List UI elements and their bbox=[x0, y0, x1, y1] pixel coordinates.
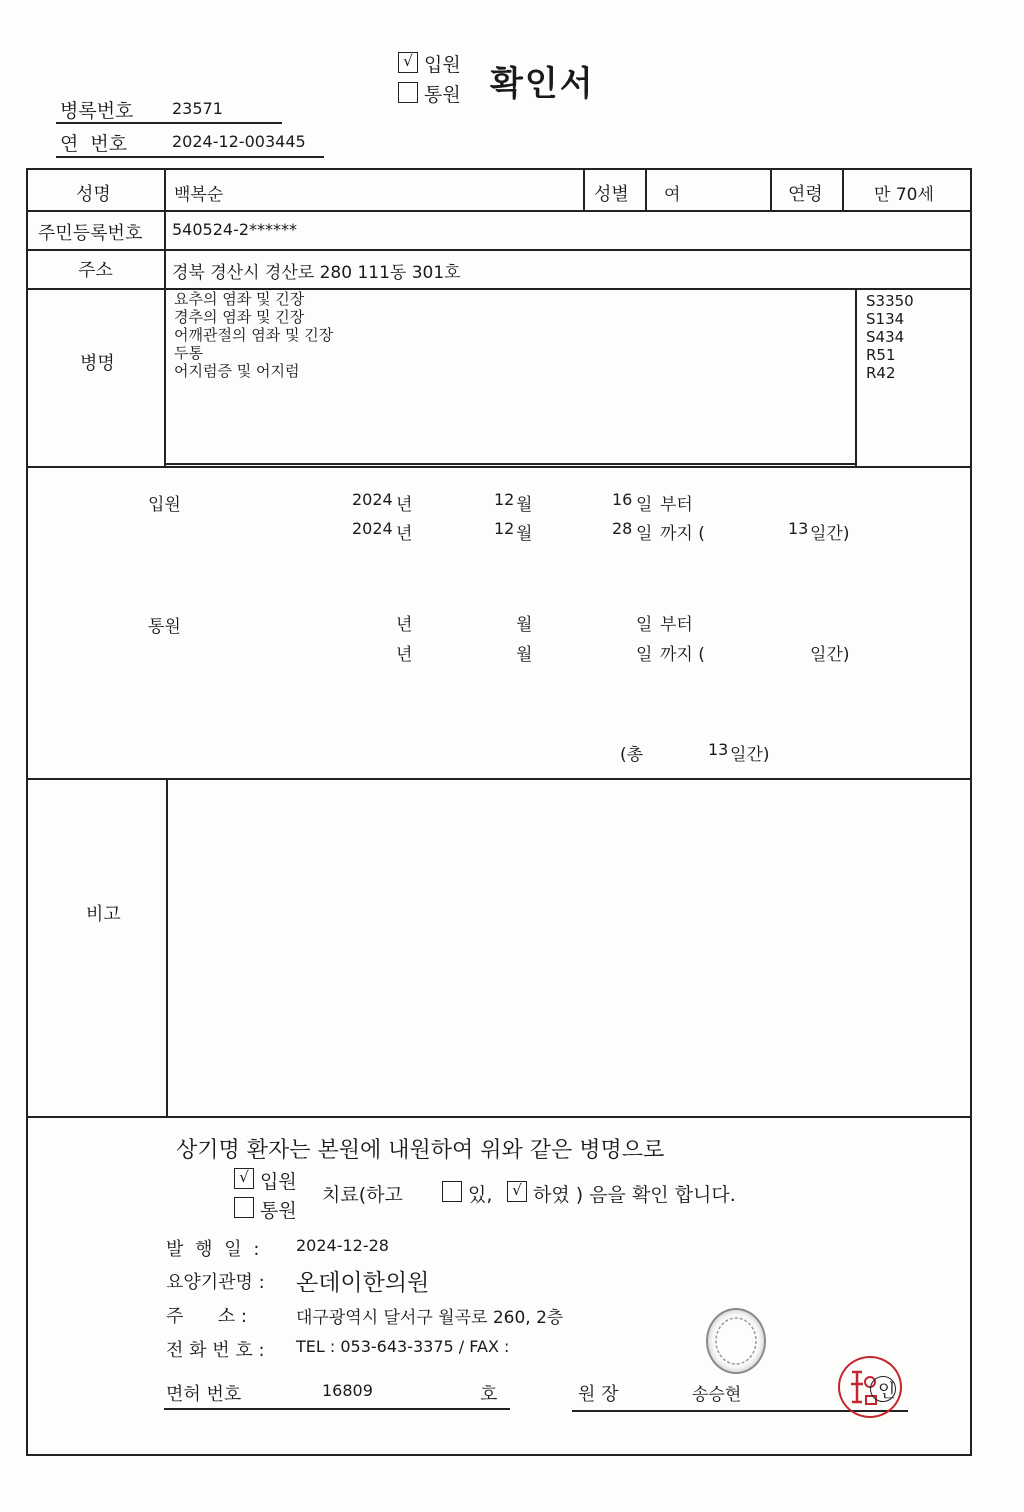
seal-mark-text: 인 bbox=[878, 1381, 896, 1402]
confirm-inpatient-checkbox: √ bbox=[234, 1168, 254, 1189]
phone-value: TEL : 053-643-3375 / FAX : bbox=[296, 1337, 510, 1356]
embossed-seal-icon bbox=[706, 1308, 766, 1374]
col-divider bbox=[164, 168, 166, 290]
license-number: 16809 bbox=[322, 1381, 373, 1400]
form-right-border bbox=[970, 168, 972, 1456]
issue-date-label: 발 행 일 : bbox=[166, 1239, 263, 1260]
license-suffix: 호 bbox=[480, 1384, 498, 1405]
director-name: 송승현 bbox=[692, 1385, 742, 1405]
address-label: 주소 bbox=[78, 260, 113, 281]
in-to-day-unit: 일 bbox=[636, 524, 653, 544]
in-to-month: 12 bbox=[494, 519, 515, 538]
confirm-inpatient-option bbox=[234, 1168, 297, 1193]
in-from-day: 16 bbox=[612, 490, 633, 509]
age-label: 연령 bbox=[788, 184, 823, 205]
diagnosis-name: 어깨관절의 염좌 및 긴장 bbox=[174, 326, 334, 344]
phone-label: 전 화 번 호 : bbox=[166, 1340, 265, 1361]
in-from-month: 12 bbox=[494, 490, 515, 509]
in-from-year: 2024 bbox=[352, 490, 393, 509]
inpatient-checkbox: √ bbox=[398, 52, 418, 73]
col-divider bbox=[842, 168, 844, 210]
confirm-outpatient-label: 통원 bbox=[260, 1200, 297, 1222]
was-treated-checkbox: √ bbox=[507, 1181, 527, 1202]
form-left-border bbox=[26, 168, 28, 1456]
remarks-label: 비고 bbox=[86, 904, 121, 925]
treat-prefix: 치료(하고 bbox=[322, 1184, 403, 1206]
out-to-suffix: 까지 ( bbox=[660, 645, 705, 665]
diagnosis-name: 어지럼증 및 어지럼 bbox=[174, 362, 300, 380]
treat-mid: 있, bbox=[468, 1184, 493, 1206]
out-to-month-unit: 월 bbox=[516, 645, 533, 665]
out-days-unit: 일간) bbox=[810, 645, 850, 665]
in-to-year: 2024 bbox=[352, 519, 393, 538]
director-label: 원 장 bbox=[578, 1384, 619, 1405]
out-to-day-unit: 일 bbox=[636, 645, 653, 665]
diagnosis-label: 병명 bbox=[80, 353, 115, 374]
outpatient-period-label: 통원 bbox=[148, 617, 181, 637]
serial-value: 2024-12-003445 bbox=[172, 132, 306, 151]
inpatient-period-label: 입원 bbox=[148, 495, 181, 515]
rrn-value: 540524-2****** bbox=[172, 220, 298, 239]
diagnosis-code: R42 bbox=[866, 364, 896, 382]
treat-suffix: 하였 ) 음을 확인 합니다. bbox=[533, 1184, 736, 1206]
row-divider bbox=[26, 1116, 972, 1118]
seal-circle-mark bbox=[870, 1376, 896, 1402]
in-to-month-unit: 월 bbox=[516, 524, 533, 544]
record-no-value: 23571 bbox=[172, 99, 223, 118]
in-days-unit: 일간) bbox=[810, 524, 850, 544]
license-label: 면허 번호 bbox=[166, 1384, 242, 1405]
is-treating-checkbox bbox=[442, 1181, 462, 1202]
in-from-year-unit: 년 bbox=[396, 495, 413, 515]
rrn-label: 주민등록번호 bbox=[38, 223, 143, 244]
out-from-suffix: 부터 bbox=[660, 615, 693, 635]
diagnosis-code: S434 bbox=[866, 328, 905, 346]
in-to-day: 28 bbox=[612, 519, 633, 538]
col-divider bbox=[166, 778, 168, 1118]
address-value: 경북 경산시 경산로 280 111동 301호 bbox=[172, 263, 461, 283]
in-from-day-unit: 일 bbox=[636, 495, 653, 515]
row-divider bbox=[26, 249, 972, 251]
issue-date-value: 2024-12-28 bbox=[296, 1236, 389, 1255]
form-bottom-border bbox=[26, 1454, 972, 1456]
in-days: 13 bbox=[788, 519, 809, 538]
row-divider bbox=[26, 210, 972, 212]
inpatient-type-label: 입원 bbox=[424, 54, 461, 76]
clinic-name: 온데이한의원 bbox=[296, 1270, 430, 1296]
outpatient-type-label: 통원 bbox=[424, 84, 461, 106]
in-from-suffix: 부터 bbox=[660, 495, 693, 515]
col-divider bbox=[770, 168, 772, 210]
inpatient-type-option bbox=[398, 52, 461, 76]
row-divider bbox=[166, 463, 856, 465]
diagnosis-name: 두통 bbox=[174, 344, 203, 362]
record-no-label: 병록번호 bbox=[60, 100, 134, 122]
col-divider bbox=[855, 288, 857, 466]
row-divider bbox=[26, 288, 972, 290]
name-label: 성명 bbox=[76, 184, 111, 205]
record-no-underline bbox=[56, 122, 282, 124]
clinic-address-value: 대구광역시 달서구 월곡로 260, 2층 bbox=[296, 1308, 564, 1328]
outpatient-checkbox bbox=[398, 82, 418, 103]
row-divider bbox=[26, 466, 972, 468]
out-from-day-unit: 일 bbox=[636, 615, 653, 635]
sex-value: 여 bbox=[664, 185, 681, 205]
clinic-label: 요양기관명 : bbox=[166, 1272, 265, 1293]
outpatient-type-option bbox=[398, 82, 461, 106]
clinic-address-label: 주 소 : bbox=[166, 1306, 247, 1327]
diagnosis-code: S134 bbox=[866, 310, 905, 328]
out-from-year-unit: 년 bbox=[396, 615, 413, 635]
age-value: 만 70세 bbox=[874, 185, 934, 205]
name-value: 백복순 bbox=[174, 185, 224, 205]
out-from-month-unit: 월 bbox=[516, 615, 533, 635]
sex-label: 성별 bbox=[594, 184, 629, 205]
in-to-suffix: 까지 ( bbox=[660, 524, 705, 544]
col-divider bbox=[583, 168, 585, 210]
license-underline bbox=[164, 1408, 510, 1410]
total-open: (총 bbox=[620, 745, 644, 765]
col-divider bbox=[164, 288, 166, 466]
confirm-sentence: 상기명 환자는 본원에 내원하여 위와 같은 병명으로 bbox=[176, 1138, 665, 1163]
embossed-seal-ring bbox=[708, 1310, 764, 1372]
form-top-border bbox=[26, 168, 972, 170]
in-from-month-unit: 월 bbox=[516, 495, 533, 515]
confirm-outpatient-option bbox=[234, 1197, 297, 1222]
confirm-inpatient-label: 입원 bbox=[260, 1171, 297, 1193]
in-to-year-unit: 년 bbox=[396, 524, 413, 544]
col-divider bbox=[645, 168, 647, 210]
diagnosis-name: 경추의 염좌 및 긴장 bbox=[174, 308, 305, 326]
diagnosis-code: R51 bbox=[866, 346, 896, 364]
diagnosis-name: 요추의 염좌 및 긴장 bbox=[174, 290, 305, 308]
serial-underline bbox=[56, 156, 324, 158]
out-to-year-unit: 년 bbox=[396, 645, 413, 665]
serial-label: 연 번호 bbox=[60, 133, 128, 155]
total-unit: 일간) bbox=[730, 745, 770, 765]
confirm-outpatient-checkbox bbox=[234, 1197, 254, 1218]
total-days: 13 bbox=[708, 740, 729, 759]
document-title: 확인서 bbox=[490, 64, 595, 104]
diagnosis-code: S3350 bbox=[866, 292, 914, 310]
